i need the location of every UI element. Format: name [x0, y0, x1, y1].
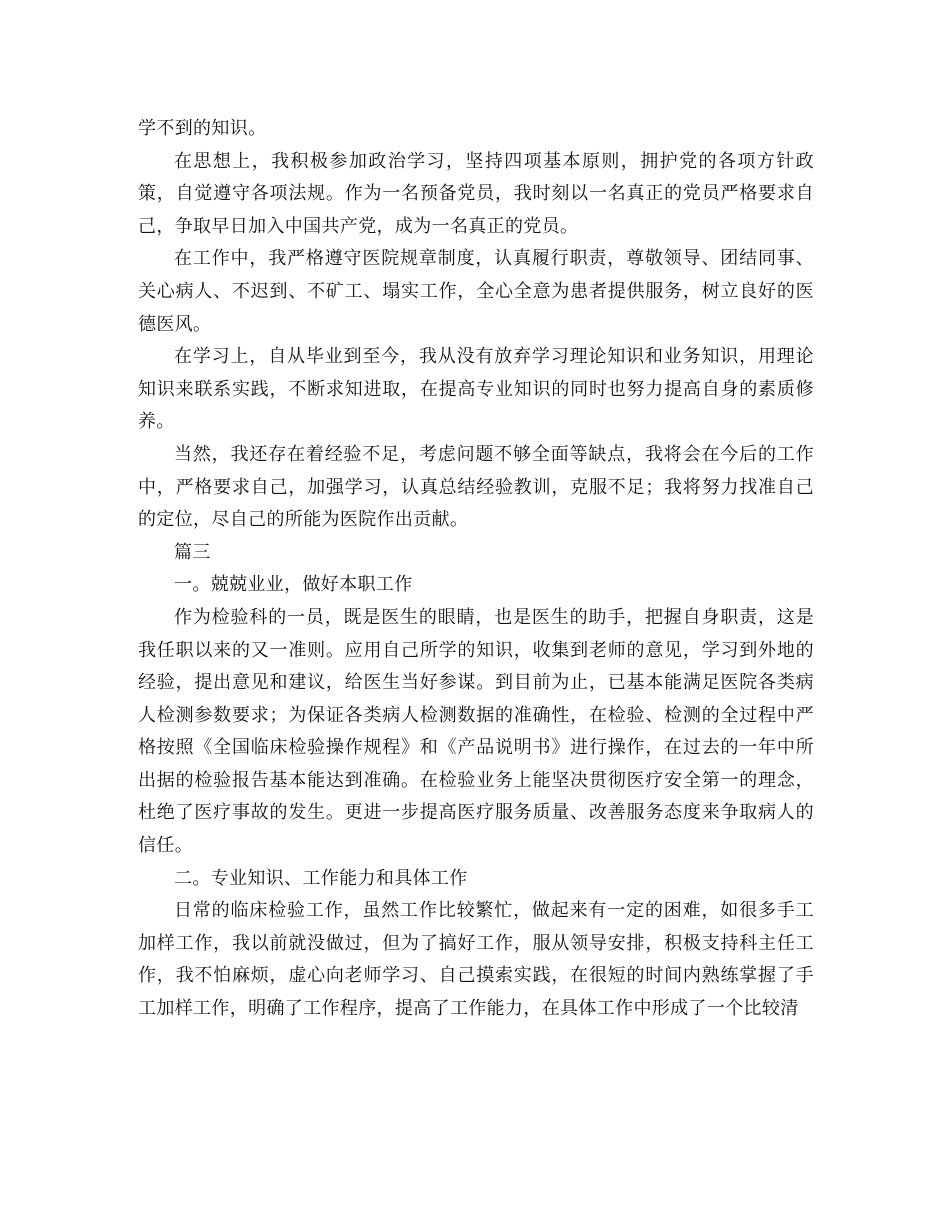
- paragraph-continuation: 学不到的知识。: [138, 118, 267, 139]
- paragraph-shortcomings: 当然，我还存在着经验不足，考虑问题不够全面等缺点，我将会在今后的工作中，严格要求自己，加强学习，认真总结经验教训，克服不足；我将努力找准自己的定位，尽自己的所能为医院作出贡献。: [138, 443, 814, 531]
- document-body: [138, 113, 814, 1026]
- section-heading-part-three: 篇三: [174, 541, 211, 563]
- paragraph-lab-duties: 作为检验科的一员，既是医生的眼睛，也是医生的助手，把握自身职责，这是我任职以来的又一准则。应用自己所学的知识，收集到老师的意见，学习到外地的经验，提出意见和建议，给医生当好参谋。到目前为止，已基本能满足医院各类病人检测参数要求；为保证各类病人检测数据的准确性，在检验、检测的全过程中严格按照《全国临床检验操作规程》和《产品说明书》进行操作，在过去的一年中所出据的检验报告基本能达到准确。在检验业务上能坚决贯彻医疗安全第一的理念，杜绝了医疗事故的发生。更进一步提高医疗服务质量、改善服务态度来争取病人的信任。: [138, 606, 814, 857]
- paragraph-study: 在学习上，自从毕业到至今，我从没有放弃学习理论知识和业务知识，用理论知识来联系实践，不断求知进取，在提高专业知识的同时也努力提高自身的素质修养。: [138, 346, 814, 433]
- paragraph-ideology: 在思想上，我积极参加政治学习，坚持四项基本原则，拥护党的各项方针政策，自觉遵守各项法规。作为一名预备党员，我时刻以一名真正的党员严格要求自己，争取早日加入中国共产党，成为一名真正的党员。: [138, 150, 814, 237]
- subheading-two: 二。专业知识、工作能力和具体工作: [174, 867, 468, 889]
- paragraph-work: 在工作中，我严格遵守医院规章制度，认真履行职责，尊敬领导、团结同事、关心病人、不迟到、不矿工、塌实工作，全心全意为患者提供服务，树立良好的医德医风。: [138, 248, 814, 335]
- subheading-one: 一。兢兢业业，做好本职工作: [174, 574, 413, 596]
- paragraph-clinical-work: 日常的临床检验工作，虽然工作比较繁忙，做起来有一定的困难，如很多手工加样工作，我以前就没做过，但为了搞好工作，服从领导安排，积极支持科主任工作，我不怕麻烦，虚心向老师学习、自己摸索实践，在很短的时间内熟练掌握了手工加样工作，明确了工作程序，提高了工作能力，在具体工作中形成了一个比较清: [138, 900, 814, 1020]
